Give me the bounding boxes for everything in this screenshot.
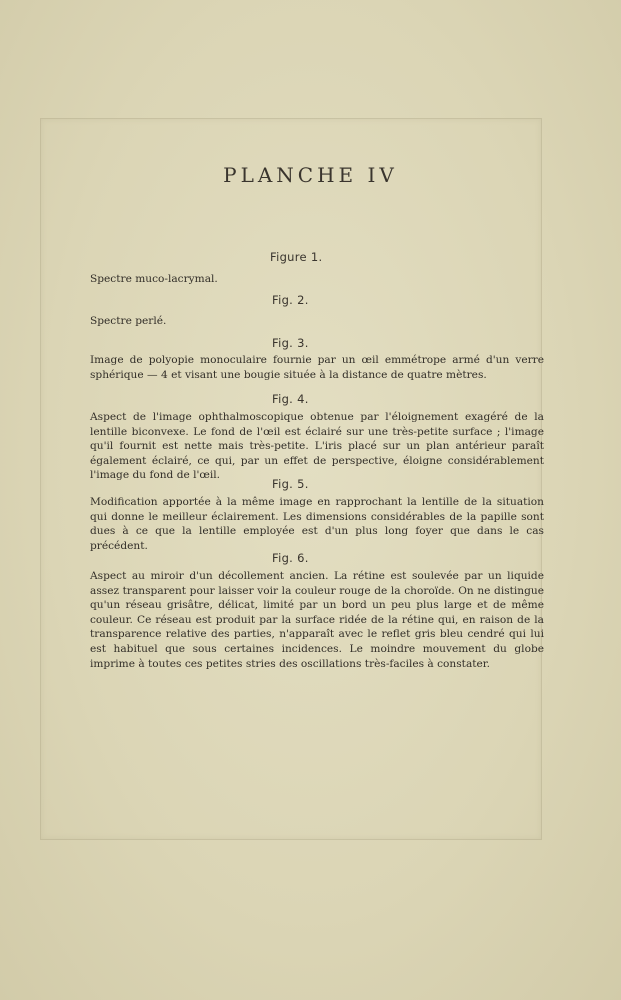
figure-6-label: Fig. 6. (272, 551, 309, 565)
figure-5-caption: Modification apportée à la même image en rapprochant la lentille de la situation qui donne le meilleur éclairement. Les dimensions considérables de la papille sont dues à ce que la lentille employée est d'un plus long foyer que dans le cas précédent. (90, 496, 544, 552)
figure-1-label: Figure 1. (270, 250, 323, 264)
figure-3-caption: Image de polyopie monoculaire fournie par un œil emmétrope armé d'un verre sphérique — 4 et visant une bougie située à la distance de quatre mètres. (90, 354, 544, 381)
figure-1-caption: Spectre muco-lacrymal. (90, 273, 218, 285)
figure-6-caption: Aspect au miroir d'un décollement ancien. La rétine est soulevée par un liquide assez transparent pour laisser voir la couleur rouge de la choroïde. On ne distingue qu'un réseau grisâtre, délicat, limité par un bord un peu plus large et de même couleur. Ce réseau est produit par la surface ridée de la rétine qui, en raison de la transparence relative des parties, n'apparaît avec le reflet gris bleu cendré qui lui est habituel que sous certaines incidences. Le moindre mouvement du globe imprime à toutes ces petites stries des oscillations très-faciles à constater. (90, 570, 544, 670)
figure-2-caption: Spectre perlé. (90, 315, 167, 327)
figure-4-label: Fig. 4. (272, 392, 309, 406)
figure-2-label: Fig. 2. (272, 293, 309, 307)
figure-3-label: Fig. 3. (272, 336, 309, 350)
page-title: PLANCHE IV (223, 163, 398, 187)
figure-5-label: Fig. 5. (272, 477, 309, 491)
figure-4-caption: Aspect de l'image ophthalmoscopique obtenue par l'éloignement exagéré de la lentille biconvexe. Le fond de l'œil est éclairé sur une très-petite surface ; l'image qu'il fournit est nette mais très-petite. L'iris placé sur un plan antérieur paraît également éclairé, ce qui, par un effet de perspective, éloigne considérablement l'image du fond de l'œil. (90, 411, 544, 482)
